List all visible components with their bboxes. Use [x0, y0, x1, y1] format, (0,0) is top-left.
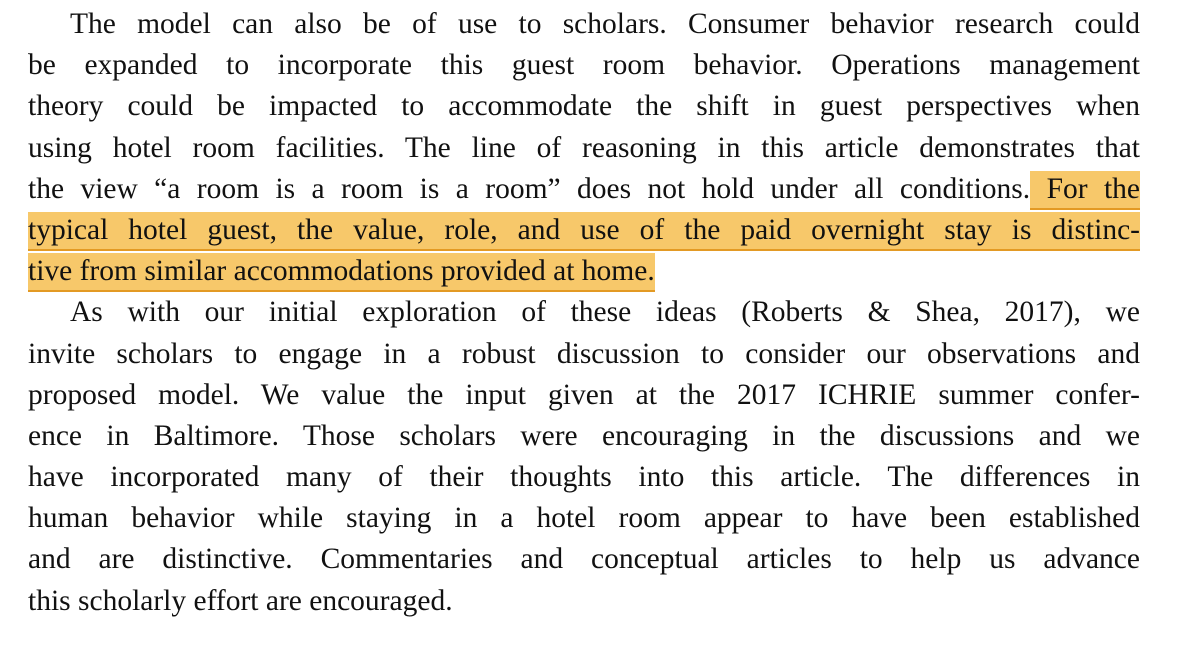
text-span: the view “a room is a room is a room” does not hold under all conditions.	[28, 172, 1031, 205]
text-line: this scholarly effort are encouraged.	[28, 584, 453, 617]
text-line: be expanded to incorporate this guest room behavior. Operations management	[28, 49, 1140, 82]
text-line: have incorporated many of their thoughts into this article. The differences in	[28, 461, 1140, 494]
paragraph-1	[28, 4, 1140, 292]
text-line: and are distinctive. Commentaries and conceptual articles to help us advance	[28, 543, 1140, 576]
paragraph-2	[28, 292, 1140, 622]
text-line: proposed model. We value the input given at the 2017 ICHRIE summer confer-	[28, 378, 1140, 411]
text-line: theory could be impacted to accommodate the shift in guest perspectives when	[28, 90, 1140, 123]
highlighted-text[interactable]: For the	[1030, 171, 1140, 208]
text-line: ence in Baltimore. Those scholars were encouraging in the discussions and we	[28, 419, 1140, 452]
text-line: using hotel room facilities. The line of reasoning in this article demonstrates that	[28, 131, 1140, 164]
highlighted-text[interactable]: typical hotel guest, the value, role, and use of the paid overnight stay is distinc-	[28, 212, 1140, 249]
document-page	[28, 4, 1140, 622]
highlighted-text[interactable]: tive from similar accommodations provided at home.	[28, 253, 655, 290]
text-line: human behavior while staying in a hotel room appear to have been established	[28, 502, 1140, 535]
text-line: As with our initial exploration of these ideas (Roberts & Shea, 2017), we	[70, 296, 1140, 329]
text-line	[28, 210, 1140, 251]
text-line: The model can also be of use to scholars. Consumer behavior research could	[70, 8, 1140, 40]
text-line: invite scholars to engage in a robust discussion to consider our observations and	[28, 337, 1140, 370]
text-line	[28, 251, 1140, 292]
text-line	[28, 169, 1140, 210]
